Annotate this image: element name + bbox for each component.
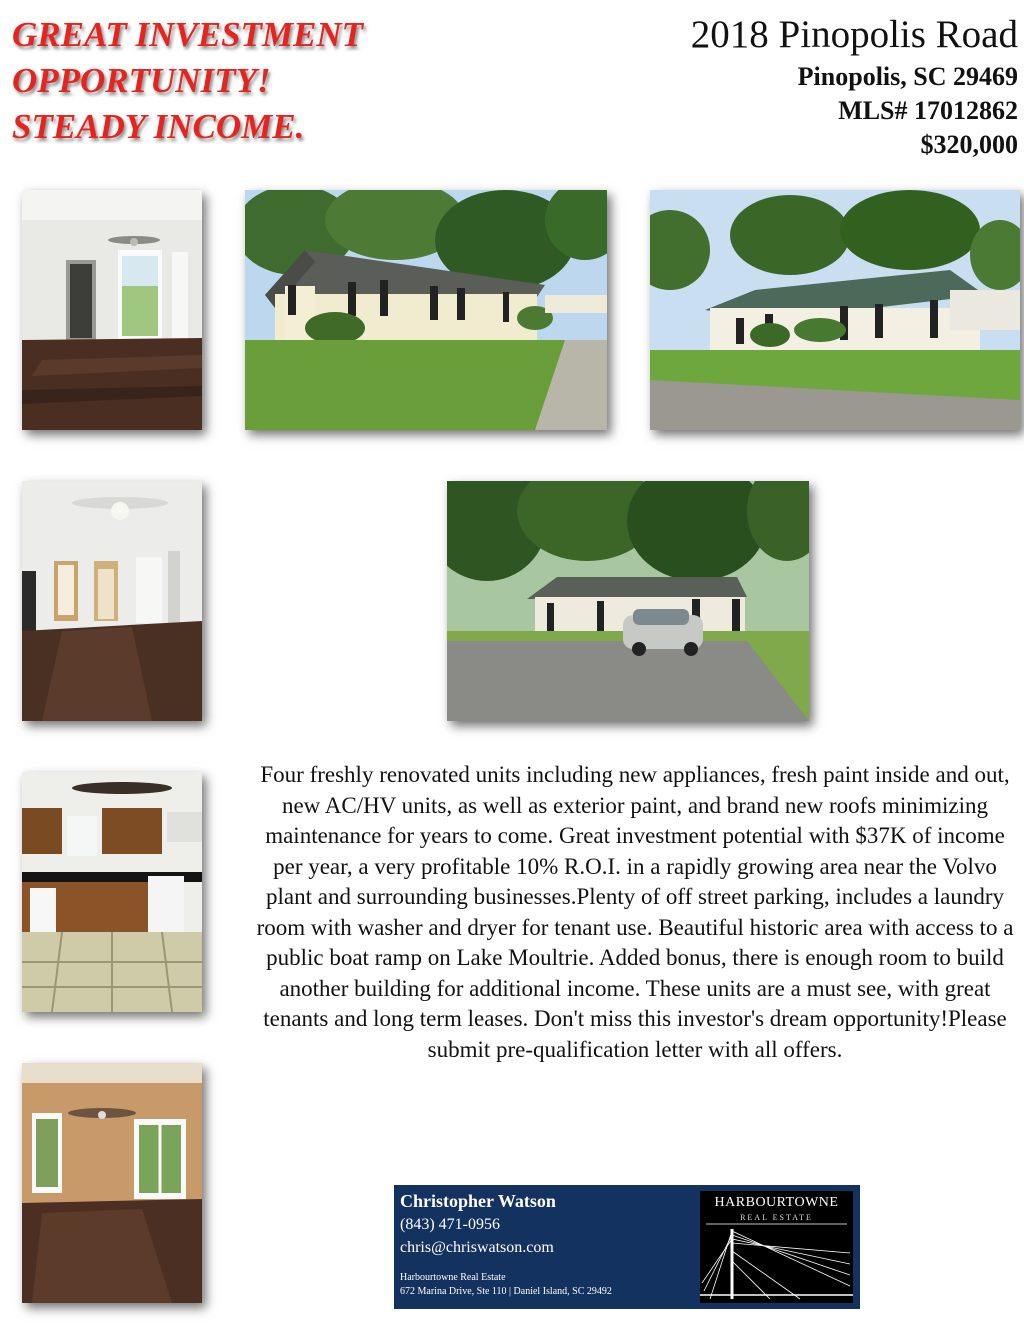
logo-brand-text: HARBOURTOWNE xyxy=(714,1195,839,1210)
headline xyxy=(12,12,363,150)
agent-email[interactable]: chris@chriswatson.com xyxy=(400,1239,554,1256)
agent-contact-card xyxy=(394,1185,860,1309)
harbourtowne-logo xyxy=(700,1191,853,1303)
interior-hallway-photo xyxy=(22,481,202,721)
kitchen-photo xyxy=(22,772,202,1012)
listing-mls-number: MLS# 17012862 xyxy=(838,96,1018,125)
agent-office-address: 672 Marina Drive, Ste 110 | Daniel Island, SC 29492 xyxy=(400,1286,612,1297)
exterior-parking-photo xyxy=(447,481,809,721)
listing-price: $320,000 xyxy=(920,130,1018,159)
agent-company: Harbourtowne Real Estate xyxy=(400,1272,506,1283)
listing-city-state-zip: Pinopolis, SC 29469 xyxy=(797,62,1018,91)
listing-info xyxy=(691,10,1018,162)
exterior-side-photo xyxy=(650,190,1020,430)
bedroom-photo xyxy=(22,1063,202,1303)
interior-living-room-photo xyxy=(22,190,202,430)
logo-sub-text: REAL ESTATE xyxy=(740,1213,813,1222)
agent-name: Christopher Watson xyxy=(400,1191,556,1211)
headline-line-2: OPPORTUNITY! xyxy=(12,61,271,100)
headline-line-3: STEADY INCOME. xyxy=(12,107,305,146)
listing-description: Four freshly renovated units including new appliances, fresh paint inside and out, new AC/HV units, as well as exterior paint, and brand new roofs minimizing maintenance for years to come. Great investment potential with $37K of income per year, a very profitable 10% R.O.I. in a rapidly growing area near the Volvo plant and surrounding businesses.Plenty of off street parking, includes a laundry room with washer and dryer for tenant use. Beautiful historic area with access to a public boat ramp on Lake Moultrie. Added bonus, there is enough room to build another building for additional income. These units are a must see, with great tenants and long term leases. Don't miss this investor's dream opportunity!Please submit pre-qualification letter with all offers. xyxy=(256,762,1014,1062)
exterior-front-photo xyxy=(245,190,607,430)
agent-phone[interactable]: (843) 471-0956 xyxy=(400,1216,500,1233)
headline-line-1: GREAT INVESTMENT xyxy=(12,15,364,54)
listing-address: 2018 Pinopolis Road xyxy=(690,13,1018,56)
